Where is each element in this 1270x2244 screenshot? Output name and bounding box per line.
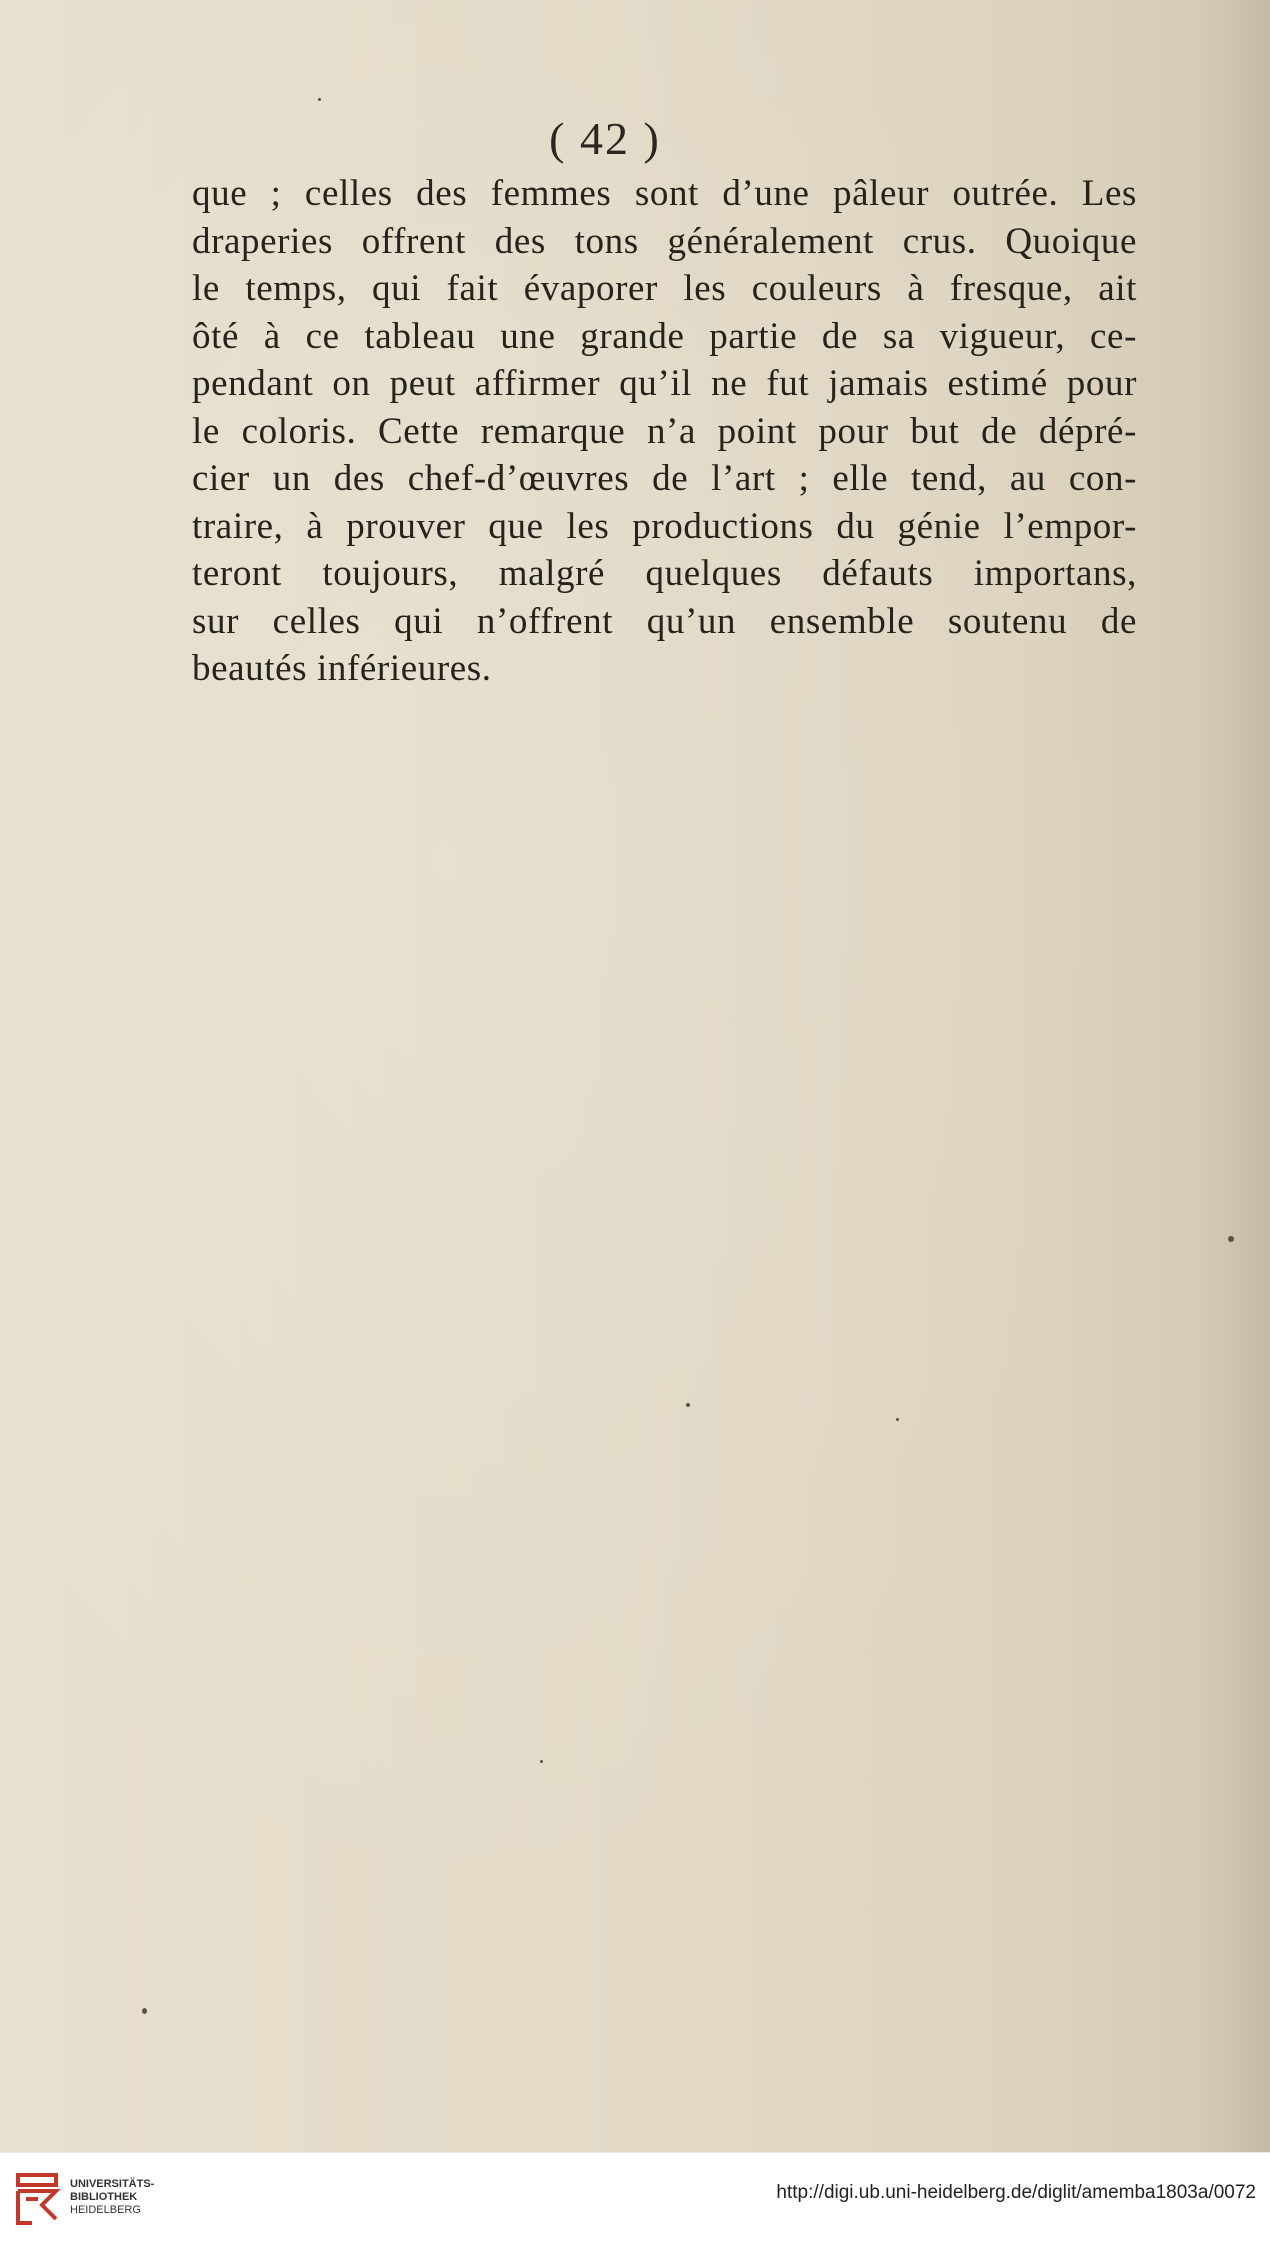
- permalink-url[interactable]: http://digi.ub.uni-heidelberg.de/diglit/amemba1803a/0072: [776, 2182, 1256, 2203]
- page-gutter-shadow: [1200, 0, 1270, 2152]
- paper-speck: [1228, 1236, 1234, 1242]
- paper-speck: [142, 2008, 147, 2014]
- text-line: draperies offrent des tons généralement crus. Quoique: [192, 220, 1137, 262]
- library-name-line: HEIDELBERG: [70, 2204, 141, 2216]
- text-line: pendant on peut affirmer qu’il ne fut jamais estimé pour: [192, 363, 1137, 404]
- footer-bar: [0, 2152, 1270, 2244]
- text-line: le coloris. Cette remarque n’a point pour but de dépré-: [192, 410, 1137, 452]
- text-line: beautés inférieures.: [192, 648, 492, 689]
- library-logo-icon[interactable]: [12, 2167, 62, 2229]
- text-line: traire, à prouver que les productions du génie l’empor-: [192, 505, 1137, 547]
- text-line: cier un des chef-d’œuvres de l’art ; elle tend, au con-: [192, 458, 1137, 499]
- page-number: ( 42 ): [549, 113, 661, 164]
- library-name: [70, 2178, 154, 2217]
- text-line: teront toujours, malgré quelques défauts importans,: [192, 553, 1137, 594]
- library-name-line: UNIVERSITÄTS-: [70, 2178, 155, 2190]
- paper-speck: [686, 1403, 690, 1407]
- paper-speck: [318, 98, 321, 101]
- paper-speck: [896, 1418, 899, 1421]
- body-text: [192, 170, 1137, 693]
- library-name-line: BIBLIOTHEK: [70, 2191, 138, 2203]
- text-line: sur celles qui n’offrent qu’un ensemble soutenu de: [192, 600, 1137, 642]
- text-line: que ; celles des femmes sont d’une pâleur outrée. Les: [192, 173, 1137, 214]
- text-line: ôté à ce tableau une grande partie de sa vigueur, ce-: [192, 315, 1137, 357]
- paper-speck: [540, 1760, 543, 1763]
- text-line: le temps, qui fait évaporer les couleurs à fresque, ait: [192, 268, 1137, 309]
